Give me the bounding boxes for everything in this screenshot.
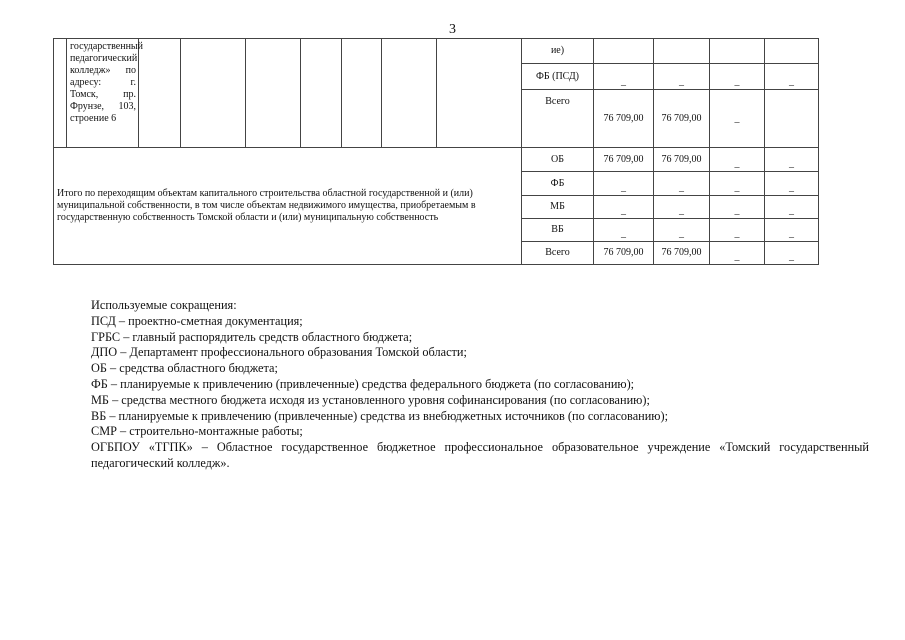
table-cell (437, 39, 522, 148)
list-item: МБ – средства местного бюджета исходя из установленного уровня софинансирования (по согласованию); (91, 392, 650, 407)
funding-source-cell: Всего (522, 90, 594, 148)
abbreviations-heading: Используемые сокращения: (91, 298, 237, 312)
table-cell (54, 39, 67, 148)
value-cell: _ (710, 196, 765, 219)
value-cell: _ (765, 148, 819, 172)
total-label-cell: Итого по переходящим объектам капитального строительства областной государственной и (или) муниципальной собственности, в том числе объектам недвижимого имущества, приобретаемым в государственную собственность Томской области и (или) муниципальную собственность (54, 148, 522, 265)
value-cell (654, 39, 710, 64)
object-address-cell: государственный педагогический колледж» по адресу: г. Томск, пр. Фрунзе, 103, строение 6 (67, 39, 139, 148)
list-item: ПСД – проектно-сметная документация; (91, 313, 303, 328)
funding-source-cell: Всего (522, 242, 594, 265)
value-cell: _ (765, 64, 819, 90)
funding-source-cell: МБ (522, 196, 594, 219)
value-cell (765, 39, 819, 64)
table-cell (301, 39, 342, 148)
value-cell (710, 39, 765, 64)
list-item: СМР – строительно-монтажные работы; (91, 424, 303, 439)
value-cell: 76 709,00 (594, 148, 654, 172)
list-item: ФБ – планируемые к привлечению (привлеченные) средства федерального бюджета (по согласованию); (91, 376, 635, 391)
table-cell (382, 39, 437, 148)
value-cell: _ (594, 196, 654, 219)
value-cell: 76 709,00 (654, 242, 710, 265)
value-cell: _ (710, 172, 765, 196)
value-cell: _ (765, 196, 819, 219)
value-cell: _ (710, 64, 765, 90)
value-cell: _ (765, 172, 819, 196)
table-cell (342, 39, 382, 148)
funding-source-cell: ВБ (522, 219, 594, 242)
value-cell: _ (710, 219, 765, 242)
value-cell: _ (594, 64, 654, 90)
value-cell: _ (710, 242, 765, 265)
value-cell: _ (654, 64, 710, 90)
value-cell: 76 709,00 (654, 90, 710, 148)
value-cell: 76 709,00 (594, 90, 654, 148)
financing-table (53, 38, 873, 265)
value-cell: _ (654, 196, 710, 219)
value-cell: _ (594, 172, 654, 196)
funding-source-cell: ФБ (522, 172, 594, 196)
page-number: 3 (449, 22, 456, 37)
table-cell (181, 39, 246, 148)
value-cell: _ (594, 219, 654, 242)
value-cell: _ (765, 242, 819, 265)
list-item: ВБ – планируемые к привлечению (привлеченные) средства из внебюджетных источников (по согласованию); (91, 408, 669, 423)
list-item: ОБ – средства областного бюджета; (91, 361, 278, 376)
funding-source-cell: ОБ (522, 148, 594, 172)
value-cell (765, 90, 819, 148)
value-cell: _ (654, 219, 710, 242)
value-cell: _ (765, 219, 819, 242)
table-cell (246, 39, 301, 148)
value-cell: _ (710, 90, 765, 148)
table-row (54, 148, 873, 172)
value-cell: 76 709,00 (594, 242, 654, 265)
value-cell: _ (710, 148, 765, 172)
abbreviations-list (91, 298, 869, 472)
table-row (54, 39, 873, 64)
value-cell (594, 39, 654, 64)
table-cell (139, 39, 181, 148)
list-item: ГРБС – главный распорядитель средств областного бюджета; (91, 329, 413, 344)
value-cell: 76 709,00 (654, 148, 710, 172)
funding-source-cell: ФБ (ПСД) (522, 64, 594, 90)
list-item: ДПО – Департамент профессионального образования Томской области; (91, 345, 467, 360)
list-item: ОГБПОУ «ТГПК» – Областное государственное бюджетное профессиональное образовательное учреждение «Томский государственный педагогический колледж». (91, 440, 869, 470)
funding-source-cell: ие) (522, 39, 594, 64)
value-cell: _ (654, 172, 710, 196)
